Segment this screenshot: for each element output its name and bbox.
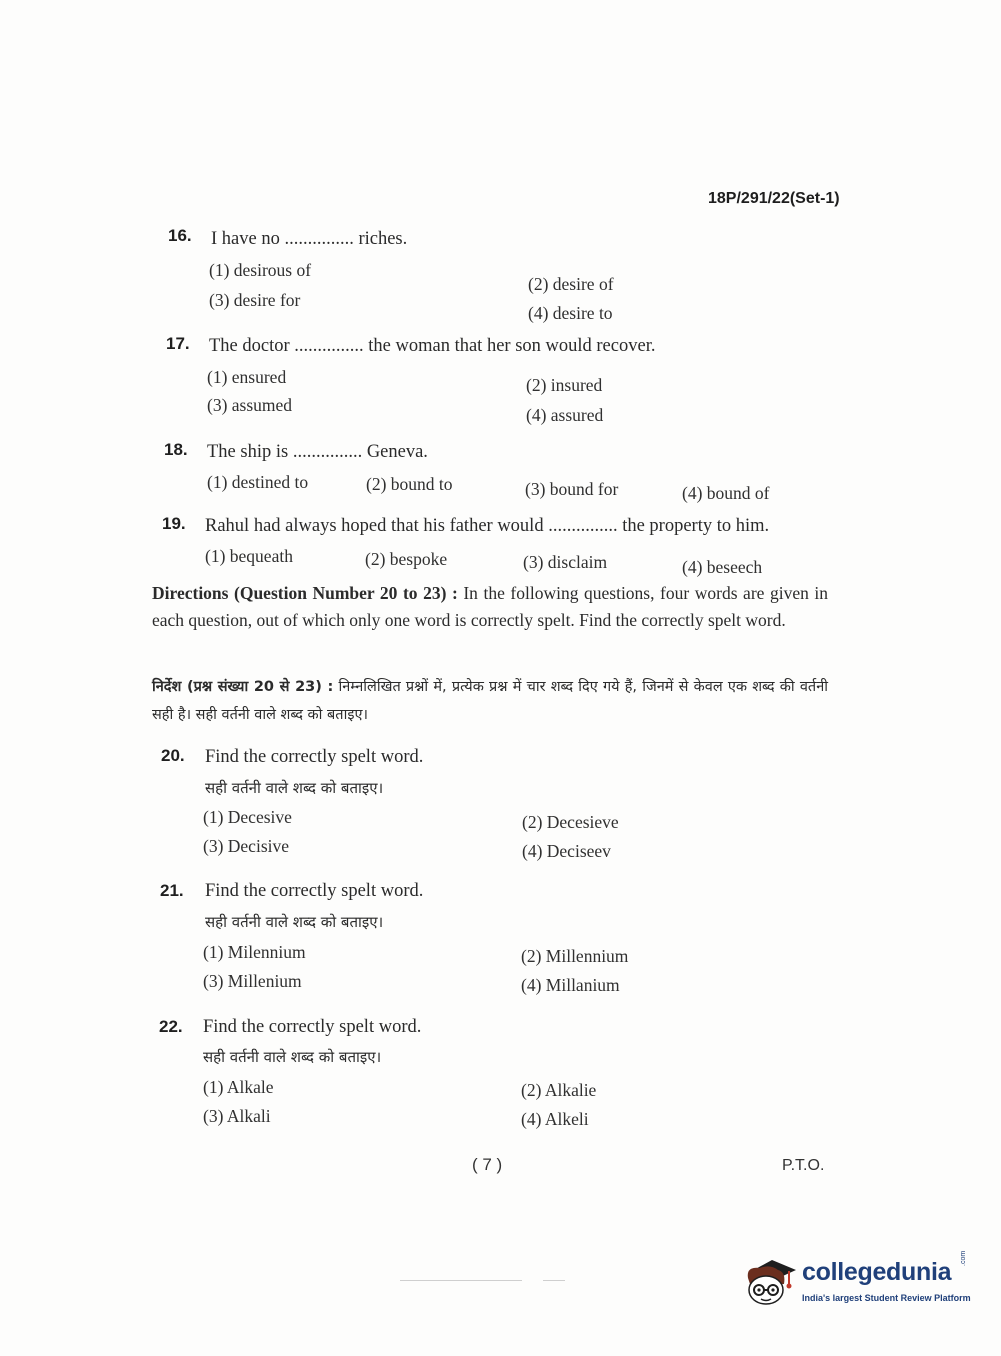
scan-artifact-line bbox=[400, 1280, 522, 1281]
question-text: I have no ............... riches. bbox=[211, 229, 408, 249]
question-text: Find the correctly spelt word. bbox=[205, 881, 424, 901]
question-number: 21. bbox=[160, 881, 184, 900]
directions-hindi-label: निर्देश (प्रश्न संख्या 20 से 23) : bbox=[152, 679, 334, 695]
option-3: (3) Millenium bbox=[203, 971, 302, 991]
directions-text: In the following questions, four words are given in each question, out of which only one word is correctly spelt. Find the correctly spelt word. bbox=[152, 583, 829, 630]
option-3: (3) Decisive bbox=[203, 836, 290, 856]
option-1: (1) desirous of bbox=[209, 260, 312, 280]
question-text-hindi: सही वर्तनी वाले शब्द को बताइए। bbox=[205, 779, 384, 797]
option-1: (1) Alkale bbox=[203, 1077, 274, 1097]
option-1: (1) bequeath bbox=[205, 546, 293, 566]
question-number: 19. bbox=[162, 514, 186, 533]
option-4: (4) Alkeli bbox=[521, 1109, 589, 1129]
option-2: (2) insured bbox=[526, 375, 603, 395]
option-3: (3) desire for bbox=[209, 290, 301, 310]
paper-code: 18P/291/22(Set-1) bbox=[708, 190, 840, 207]
option-2: (2) Alkalie bbox=[521, 1080, 597, 1100]
option-3: (3) Alkali bbox=[203, 1106, 271, 1126]
question-text: Rahul had always hoped that his father would ............... the property to him. bbox=[205, 516, 770, 536]
option-1: (1) Decesive bbox=[203, 807, 292, 827]
question-text-hindi: सही वर्तनी वाले शब्द को बताइए। bbox=[205, 913, 384, 931]
option-1: (1) destined to bbox=[207, 472, 309, 492]
scan-artifact-line bbox=[543, 1280, 565, 1281]
option-1: (1) Milennium bbox=[203, 942, 306, 962]
question-text: Find the correctly spelt word. bbox=[205, 747, 424, 767]
page-number: ( 7 ) bbox=[472, 1155, 503, 1174]
option-4: (4) desire to bbox=[528, 303, 613, 323]
option-2: (2) desire of bbox=[528, 274, 614, 294]
option-2: (2) bespoke bbox=[365, 549, 448, 569]
question-number: 22. bbox=[159, 1017, 183, 1036]
directions-hindi-text: निम्नलिखित प्रश्नों में, प्रत्येक प्रश्न में चार शब्द दिए गये हैं, जिनमें से केवल एक शब्द की वर्तनी सही है। सही वर्तनी वाले शब्द को बताइए। bbox=[152, 679, 828, 723]
option-2: (2) Millennium bbox=[521, 946, 629, 966]
option-4: (4) Millanium bbox=[521, 975, 620, 995]
question-text-hindi: सही वर्तनी वाले शब्द को बताइए। bbox=[203, 1048, 382, 1066]
option-3: (3) assumed bbox=[207, 395, 293, 415]
directions-label: Directions (Question Number 20 to 23) : bbox=[152, 583, 458, 603]
option-4: (4) bound of bbox=[682, 483, 770, 503]
option-3: (3) bound for bbox=[525, 479, 619, 499]
directions-english bbox=[152, 580, 828, 634]
option-3: (3) disclaim bbox=[523, 552, 608, 572]
option-4: (4) Deciseev bbox=[522, 841, 611, 861]
question-text: The ship is ............... Geneva. bbox=[207, 442, 428, 462]
question-number: 17. bbox=[166, 334, 190, 353]
option-4: (4) beseech bbox=[682, 557, 763, 577]
option-4: (4) assured bbox=[526, 405, 604, 425]
collegedunia-mascot-icon bbox=[742, 1254, 798, 1308]
brand-tagline: India's largest Student Review Platform bbox=[802, 1293, 971, 1303]
question-text: The doctor ............... the woman that her son would recover. bbox=[209, 336, 656, 356]
question-number: 18. bbox=[164, 440, 188, 459]
question-text: Find the correctly spelt word. bbox=[203, 1017, 422, 1037]
collegedunia-watermark bbox=[742, 1252, 972, 1312]
directions-hindi bbox=[152, 673, 828, 729]
brand-domain: .com bbox=[960, 1250, 967, 1266]
brand-name: collegedunia bbox=[802, 1258, 952, 1286]
option-2: (2) Decesieve bbox=[522, 812, 619, 832]
question-number: 16. bbox=[168, 226, 192, 245]
option-1: (1) ensured bbox=[207, 367, 287, 387]
question-number: 20. bbox=[161, 746, 185, 765]
pto-label: P.T.O. bbox=[782, 1157, 825, 1174]
option-2: (2) bound to bbox=[366, 474, 453, 494]
